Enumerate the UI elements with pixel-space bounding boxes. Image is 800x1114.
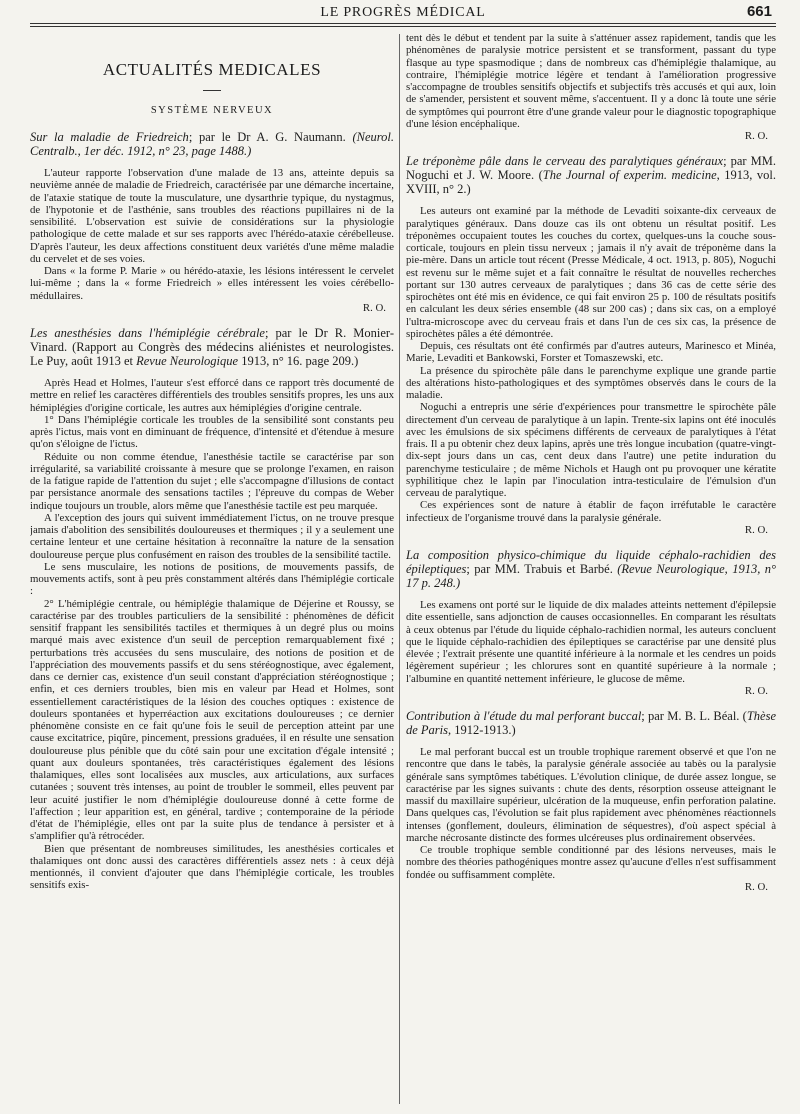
article-paragraph: Noguchi a entrepris une série d'expériences pour transmettre le spirochète pâle directement d'un cerveau de paralytique à un lapin. Trente-six lapins ont été inoculés avec les émulsions de six spécimens différents de cerveaux de paralytiques à l'état frais. Il a pu obtenir chez deux lapins, après une très longue incubation (quatre-vingt-dix-sept jours dans un cas, cent deux dans l'autre) une petite induration du parenchyme testiculaire ; de même Nichols et Haugh ont pu provoquer une kératite syphilitique chez le lapin par l'inoculation intra-testiculaire de l'émulsion d'un cerveau de paralytique. xyxy=(406,401,776,499)
article-liquide-cephalo-rachidien xyxy=(406,548,776,697)
article-paragraph: Ce trouble trophique semble conditionné par des lésions nerveuses, mais le nombre des théories pathogéniques montre assez qu'aucune d'elles n'est suffisamment fondée ou suffisamment complète. xyxy=(406,844,776,881)
article-signature: R. O. xyxy=(744,523,768,536)
article-heading xyxy=(30,130,394,158)
article-byline: ; par le Dr A. G. Naumann. xyxy=(188,130,346,144)
article-paragraph: Après Head et Holmes, l'auteur s'est efforcé dans ce rapport très documenté de mettre en relief les caractères différentiels des troubles sensitifs propres, les uns aux hémiplégies d'origine corticale, les autres aux hémiplégies d'origine centrale. xyxy=(30,377,394,414)
page-header xyxy=(30,0,776,24)
article-title: Sur la maladie de Friedreich xyxy=(30,130,189,144)
article-byline: ; par le Dr R. Monier-Vinard. (Rapport au Congrès des médecins aliénistes et neurologistes. Le Puy, août 1913 et xyxy=(30,326,394,368)
header-rule xyxy=(30,23,776,24)
article-source: (Neurol. Centralb., 1er déc. 1912, n° 23, page 1488.) xyxy=(30,130,394,158)
article-source: (Revue Neurologique, 1913, n° 17 p. 248.) xyxy=(406,562,776,590)
article-journal: The Journal of experim. medicine xyxy=(542,168,717,183)
article-paragraph: 1° Dans l'hémiplégie corticale les troubles de la sensibilité sont constants peu après l'ictus, mais vont en diminuant de fréquence, d'intensité et d'étendue à mesure qu'on s'éloigne de l'ictus. xyxy=(30,413,394,451)
article-heading xyxy=(30,326,394,368)
article-title: Contribution à l'étude du mal perforant buccal xyxy=(406,709,642,723)
article-byline: ; par MM. Trabuis et Barbé. xyxy=(466,562,613,576)
left-column xyxy=(30,32,394,892)
article-paragraph: Le sens musculaire, les notions de positions, de mouvements passifs, de mouvements actifs, sont à peu près constamment altérés dans l'hémiplégie corticale : xyxy=(30,560,394,598)
article-source: , 1913, vol. XVIII, n° 2.) xyxy=(406,168,776,197)
article-heading xyxy=(406,548,776,590)
article-heading xyxy=(406,709,776,737)
article-journal: Thèse de Paris xyxy=(406,709,776,737)
article-continuation xyxy=(406,32,776,142)
article-paragraph: tent dès le début et tendent par la suite à s'atténuer assez rapidement, tandis que les phénomènes de paralysie motrice persistent et se transforment, passant du type flasque au type spasmodique ; dans de nombreux cas d'hémiplégie thalamique, au contraire, l'hémiplégie motrice légère et tendant à l'amélioration progressive s'accompagne de troubles sensitifs objectifs et subjectifs très accusés et qui aux, loin de s'amender, persistent et souvent même, s'accentuent. Il y a donc là toute une série de symptômes qui pourront être d'une grande valeur pour le diagnostic topographique d'une lésion encéphalique. xyxy=(406,32,776,130)
article-title: La composition physico-chimique du liquide céphalo-rachidien des épileptiques xyxy=(406,548,776,576)
article-paragraph: Les examens ont porté sur le liquide de dix malades atteints nettement d'épilepsie dite essentielle, sans adjonction de causes occasionnelles. En comparant les résultats à ceux obtenus par l'étude du liquide céphalo-rachidien normal, les auteurs concluent que le liquide céphalo-rachidien des épileptiques se caractérise par une densité plus élevée ; l'extrait présente une quantité inférieure à la normale et les cendres un poids légèrement supérieur ; les chlorures sont en quantité supérieure à la normale ; l'albumine en quantité nettement inférieure, le glucose de même. xyxy=(406,599,776,685)
article-paragraph: Les auteurs ont examiné par la méthode de Levaditi soixante-dix cerveaux de paralytiques généraux. Dans douze cas ils ont obtenu un résultat positif. Les tréponèmes occupaient toutes les couches du cortex, quelques-uns la couche sous-corticale, toujours en plein tissu nerveux ; jamais il n'y avait de tréponème dans la pie-mère. Dans un article tout récent (Presse Médicale, 4 oct. 1913, p. 805), Noguchi est revenu sur le même sujet et a fait connaître le résultat de nouvelles recherches portant sur 130 autres cerveaux de paralytiques ; dans 36 cas de cette série des spirochètes ont été mis en évidence, ce qui fait environ 25 p. 100 de résultats positifs en calculant les deux séries ensemble (48 sur 200 cas) ; dans six cas, on a employé l'ultra-microscope avec du cerveau frais et dans l'un de ces six cas, la présence de spirochètes pâles a été démontrée. xyxy=(406,205,776,340)
running-title: LE PROGRÈS MÉDICAL xyxy=(320,5,486,20)
article-paragraph: Depuis, ces résultats ont été confirmés par d'autres auteurs, Marinesco et Minéa, Marie, Levaditi et Bankowski, Forster et Tomaszewski, etc. xyxy=(406,340,776,365)
article-paragraph: La présence du spirochète pâle dans le parenchyme explique une grande partie des altérations histo-pathologiques et des symptômes observés dans le cours de la maladie. xyxy=(406,364,776,401)
article-signature: R. O. xyxy=(744,130,768,142)
article-title: Les anesthésies dans l'hémiplégie cérébrale xyxy=(30,326,265,340)
subsection-title: SYSTÈME NERVEUX xyxy=(150,105,274,116)
article-source: , 1912-1913.) xyxy=(448,723,516,737)
article-title: Le tréponème pâle dans le cerveau des paralytiques généraux xyxy=(406,154,724,169)
article-anesthesies xyxy=(30,326,394,892)
article-paragraph: 2° L'hémiplégie centrale, ou hémiplégie thalamique de Déjerine et Roussy, se caractérise par des troubles particuliers de la sensibilité : phénomènes de déficit sensitif frappant les sensibilités tactiles et thermiques à un degré plus ou moins marqué mais avec existence d'un seuil de perception remarquablement fixé ; perturbations très accusées du sens musculaire, des notions de position et de l'appréciation des mouvements passifs et du sens stéréognostique, avec également, dans ce dernier cas, existence d'un seuil constant d'appréciation stéréognostique ; enfin, et ces derniers troubles, bien mis en valeur par Head et Holmes, sont essentiellement caractéristiques de la lésion des couches optiques : existence de douleurs spontanées et hyperréaction aux excitations douloureuses ; ce dernier phénomène consiste en ce fait qu'une fois le seuil de perception atteint par une cause excitatrice, piqûre, pincement, pressions graduées, il en résulte une sensation douloureuse plus pénible que du côté sain pour une excitation d'égale intensité ; quant aux douleurs spontanées, très caractéristiques également des lésions thalamiques, elles sont localisées aux muscles, aux articulations, aux surfaces cutanées ; souvent très intenses, au point de troubler le sommeil, elles peuvent par leur acuité justifier le nom d'hémiplégie douloureuse donné à cette forme de l'affection ; leur apparition est, en général, tardive ; contemporaine de la période d'état de l'hémiplégie, elles ont par la suite plus de tendance à persister et à s'amplifier qu'à rétrocéder. xyxy=(30,597,394,843)
article-signature: R. O. xyxy=(744,684,768,697)
article-journal: Revue Neurologique xyxy=(136,354,239,368)
section-title: ACTUALITÉS MEDICALES xyxy=(102,60,322,79)
article-heading xyxy=(406,154,776,196)
page-number: 661 xyxy=(746,3,772,20)
article-byline: ; par M. B. L. Béal. ( xyxy=(641,709,747,723)
article-signature: R. O. xyxy=(362,301,386,314)
article-source: 1913, n° 16. page 209.) xyxy=(238,354,359,368)
article-mal-perforant xyxy=(406,709,776,893)
header-rule-double xyxy=(30,26,776,27)
article-treponeme xyxy=(406,154,776,536)
article-friedreich xyxy=(30,130,394,314)
article-paragraph: Réduite ou non comme étendue, l'anesthésie tactile se caractérise par son irrégularité, sa variabilité croissante à mesure que se prolonge l'examen, en raison de la fatigue rapide de l'attention du sujet ; elle s'accompagne d'illusions de contact par persistance anormale des sensations tactiles ; l'épreuve du compas de Weber indique toujours un trouble, alors même que l'anesthésie tactile est peu marquée. xyxy=(30,450,394,512)
article-paragraph: A l'exception des jours qui suivent immédiatement l'ictus, on ne trouve presque jamais d'abolition des sensibilités douloureuses et thermiques ; il y a seulement une certaine lenteur et une certaine hésitation à reconnaître la nature de la sensation douloureuse perçue plus confusément en raison des troubles de la sensibilité tactile. xyxy=(30,511,394,561)
section-rule xyxy=(203,90,221,91)
article-paragraph: Ces expériences sont de nature à établir de façon irréfutable le caractère infectieux de l'organisme trouvé dans la paralysie générale. xyxy=(406,499,776,524)
right-column xyxy=(406,32,776,893)
article-paragraph: L'auteur rapporte l'observation d'une malade de 13 ans, atteinte depuis sa neuvième année de maladie de Friedreich, caractérisée par une démarche incertaine, de l'ataxie statique de toute la musculature, une dysarthrie typique, du nystagmus, de l'hypotonie et de l'asthénie, sans troubles des réactions pupillaires ni de la sensibilité. L'observation est suivie de considérations sur la physiologie pathologique de cette malade et sur ses rapports avec l'hérédo-ataxie cérébelleuse. D'après l'auteur, les deux affections constituent deux variétés d'une même maladie du cervelet et de ses voies. xyxy=(30,167,394,265)
article-signature: R. O. xyxy=(744,880,768,893)
article-paragraph: Le mal perforant buccal est un trouble trophique rarement observé et que l'on ne rencontre que dans le tabès, la paralysie générale associée au tabès ou la paralysie générale sans symptômes tabétiques. L'évolution clinique, de durée assez longue, se caractérise par les signes suivants : chute des dents, résorption osseuse atteignant le massif du maxillaire supérieur, ulcération de la muqueuse, enfin perforation palatine. Dans quelques cas, l'évolution se fait plus rapidement avec phénomènes réactionnels intenses (gonflement, douleurs, élimination de séquestres), d'où aspect spécial à marche nécrosante distincte des formes ulcéreuses plus ordinairement observées. xyxy=(406,746,776,844)
article-paragraph: Dans « la forme P. Marie » ou hérédo-ataxie, les lésions intéressent le cervelet lui-même ; dans la « forme Friedreich » elles intéressent les voies cérébello-médullaires. xyxy=(30,265,394,302)
article-byline: ; par MM. Noguchi et J. W. Moore. ( xyxy=(406,154,776,183)
column-divider xyxy=(399,34,400,1104)
article-paragraph: Bien que présentant de nombreuses similitudes, les anesthésies corticales et thalamiques ont donc aussi des caractères différentiels assez nets : à ceux déjà mentionnés, il convient d'ajouter que dans l'hémiplégie corticale, les troubles sensitifs exis- xyxy=(30,842,394,892)
